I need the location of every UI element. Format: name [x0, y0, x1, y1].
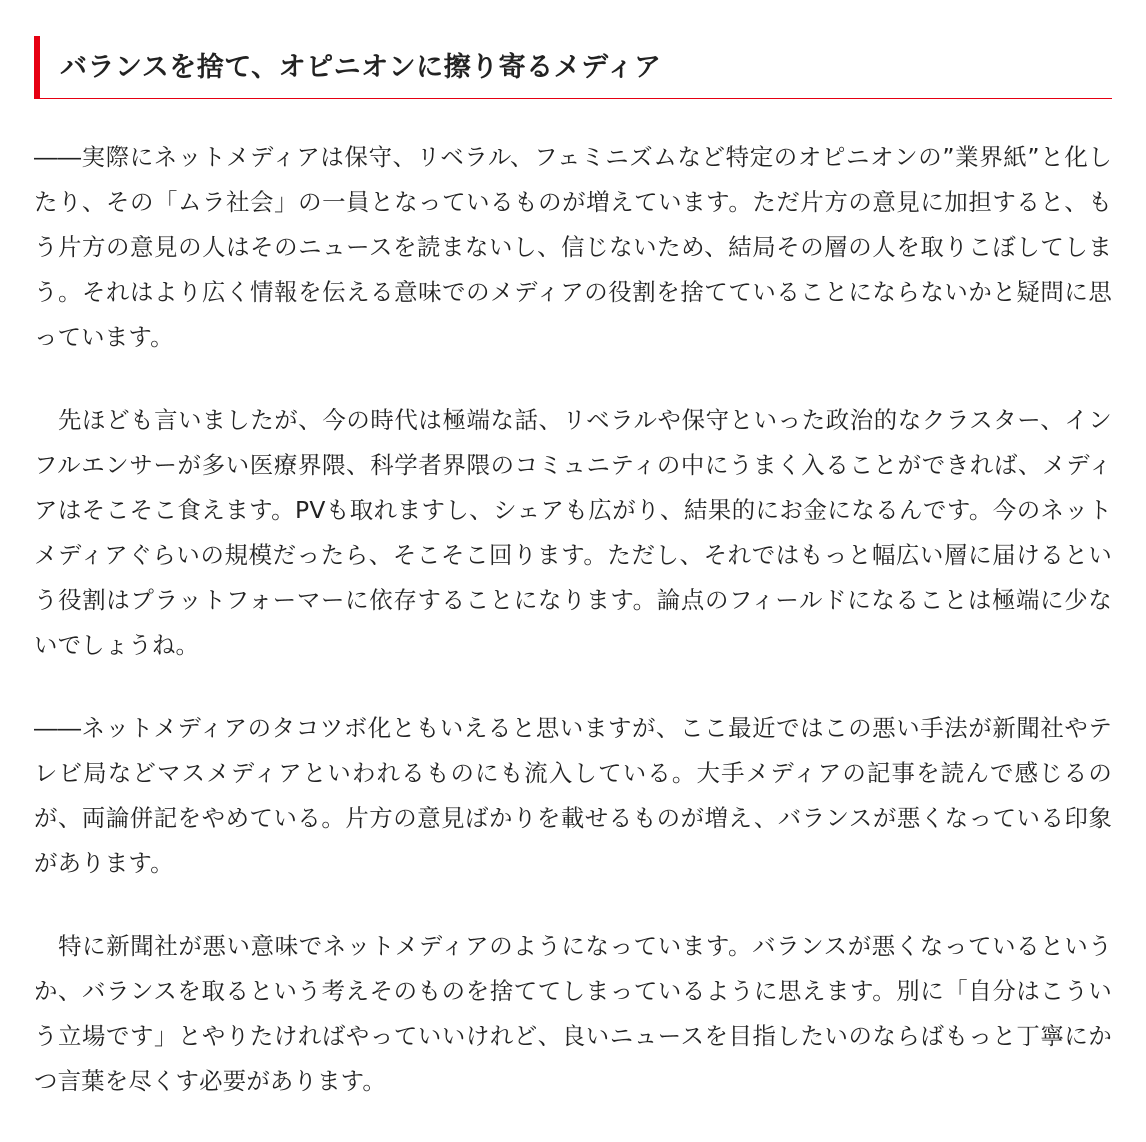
section-heading-text: バランスを捨て、オピニオンに擦り寄るメディア	[60, 52, 662, 83]
section-heading	[34, 36, 1112, 99]
interview-answer-1: 先ほども言いましたが、今の時代は極端な話、リベラルや保守といった政治的なクラスター、インフルエンサーが多い医療界隈、科学者界隈のコミュニティの中にうまく入ることができれば、メディアはそこそこ食えます。PVも取れますし、シェアも広がり、結果的にお金になるんです。今のネットメディアぐらいの規模だったら、そこそこ回ります。ただし、それではもっと幅広い層に届けるという役割はプラットフォーマーに依存することになります。論点のフィールドになることは極端に少ないでしょうね。	[34, 406, 1112, 659]
article	[34, 36, 1112, 1104]
interview-answer-2: 特に新聞社が悪い意味でネットメディアのようになっています。バランスが悪くなっているというか、バランスを取るという考えそのものを捨ててしまっているように思えます。別に「自分はこういう立場です」とやりたければやっていいけれど、良いニュースを目指したいのならばもっと丁寧にかつ言葉を尽くす必要があります。	[34, 932, 1112, 1095]
interview-question-2: ――ネットメディアのタコツボ化ともいえると思いますが、ここ最近ではこの悪い手法が新聞社やテレビ局などマスメディアといわれるものにも流入している。大手メディアの記事を読んで感じるのが、両論併記をやめている。片方の意見ばかりを載せるものが増え、バランスが悪くなっている印象があります。	[34, 714, 1112, 877]
interview-question-1: ――実際にネットメディアは保守、リベラル、フェミニズムなど特定のオピニオンの”業界紙”と化したり、その「ムラ社会」の一員となっているものが増えています。ただ片方の意見に加担すると、もう片方の意見の人はそのニュースを読まないし、信じないため、結局その層の人を取りこぼしてしまう。それはより広く情報を伝える意味でのメディアの役割を捨てていることにならないかと疑問に思っています。	[34, 143, 1112, 351]
